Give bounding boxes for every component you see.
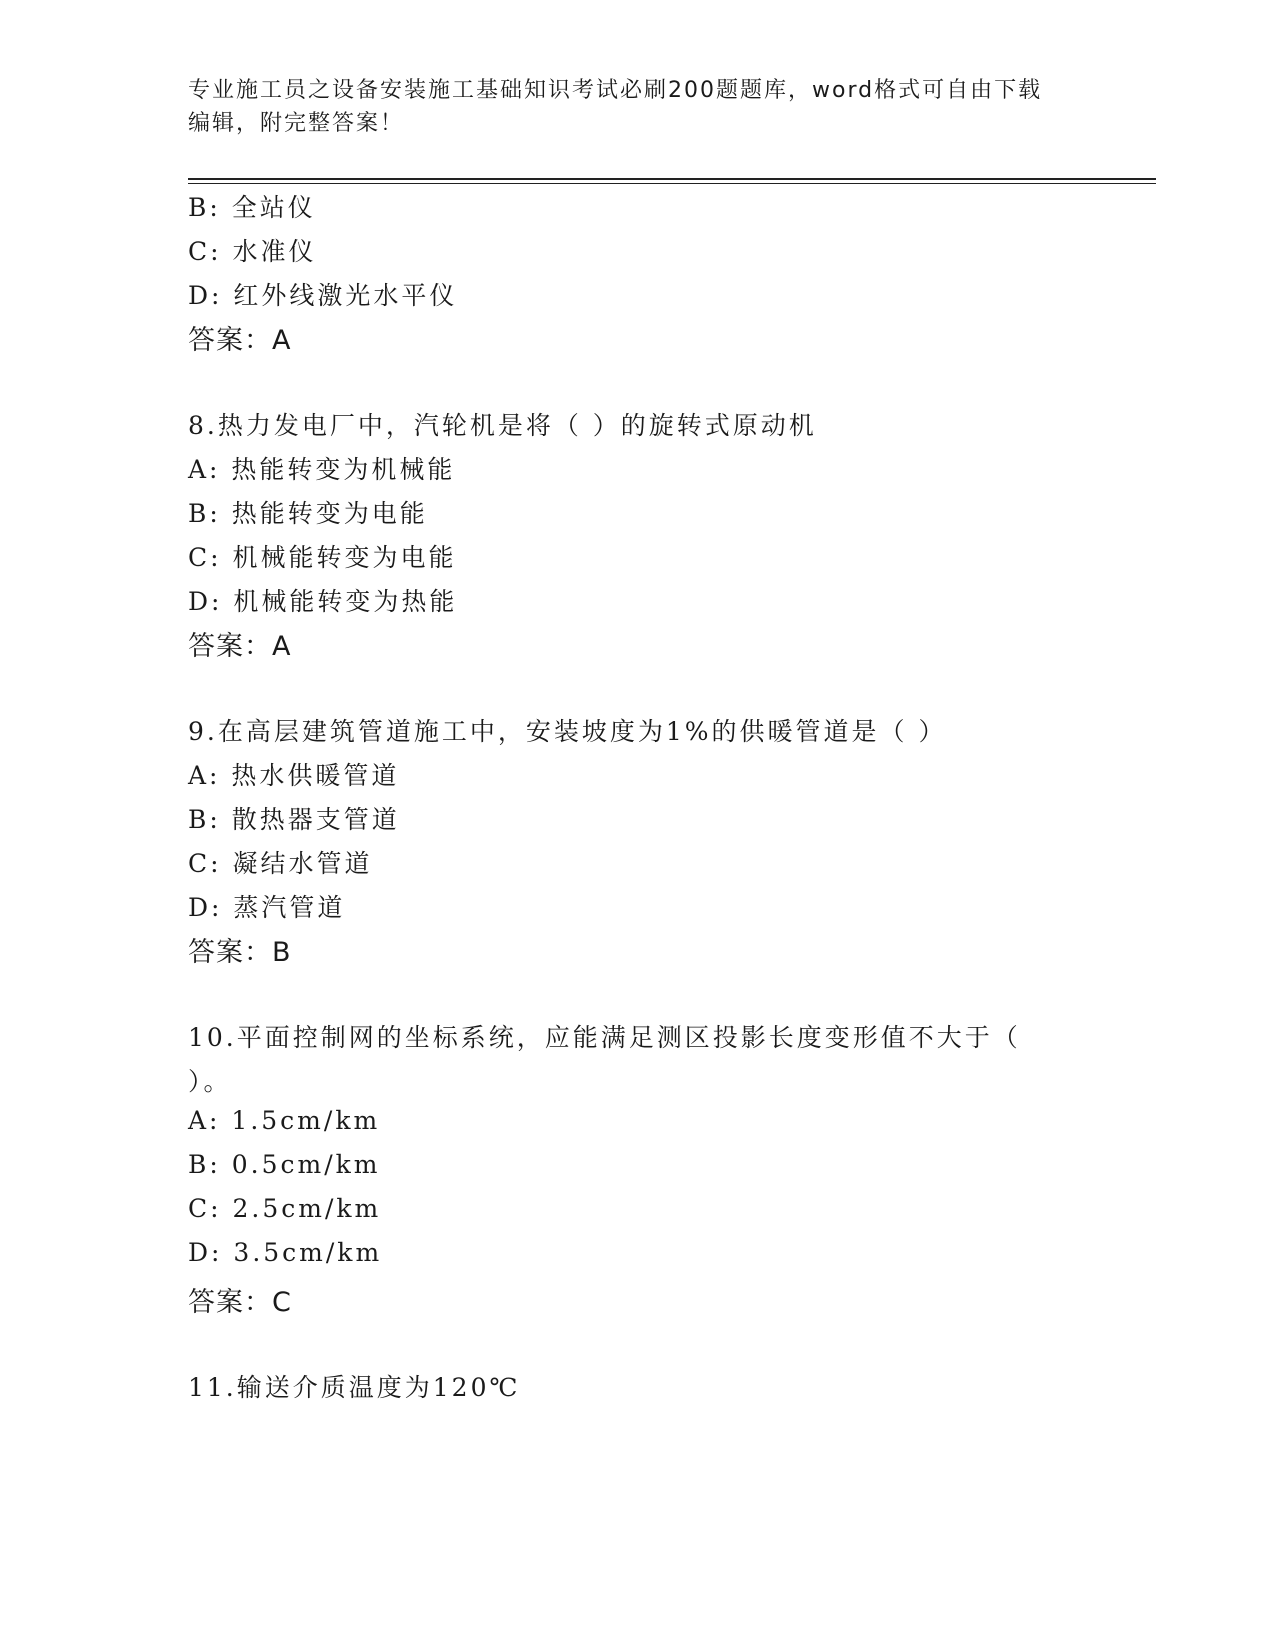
option-d: D: 红外线激光水平仪: [188, 281, 458, 310]
option-c: C: 机械能转变为电能: [188, 543, 457, 572]
header-title-line-2: 编辑，附完整答案！: [188, 111, 405, 136]
option-a: A: 热能转变为机械能: [188, 455, 456, 484]
question-stem: 11.输送介质温度为120℃: [188, 1373, 521, 1402]
option-b: B: 0.5cm/km: [188, 1150, 381, 1179]
option-c: C: 2.5cm/km: [188, 1194, 382, 1223]
question-stem: 8.热力发电厂中，汽轮机是将（ ）的旋转式原动机: [188, 411, 817, 440]
header-divider: [188, 178, 1156, 184]
question-stem: 9.在高层建筑管道施工中，安装坡度为1%的供暖管道是（ ）: [188, 717, 947, 746]
question-stem-continued: ）。: [188, 1067, 232, 1096]
option-a: A: 热水供暖管道: [188, 761, 400, 790]
answer-line: 答案：A: [188, 631, 292, 662]
answer-line: 答案：C: [188, 1287, 292, 1318]
question-stem: 10.平面控制网的坐标系统，应能满足测区投影长度变形值不大于（: [188, 1023, 1021, 1052]
option-d: D: 蒸汽管道: [188, 893, 346, 922]
option-d: D: 3.5cm/km: [188, 1238, 383, 1267]
answer-line: 答案：A: [188, 325, 292, 356]
answer-line: 答案：B: [188, 937, 292, 968]
option-a: A: 1.5cm/km: [188, 1106, 381, 1135]
option-c: C: 凝结水管道: [188, 849, 373, 878]
header-title-line-1: 专业施工员之设备安装施工基础知识考试必刷200题题库，word格式可自由下载: [188, 78, 1043, 103]
option-c: C: 水准仪: [188, 237, 317, 266]
option-b: B: 全站仪: [188, 193, 316, 222]
option-b: B: 热能转变为电能: [188, 499, 428, 528]
option-d: D: 机械能转变为热能: [188, 587, 458, 616]
option-b: B: 散热器支管道: [188, 805, 400, 834]
document-header: [188, 74, 1078, 140]
